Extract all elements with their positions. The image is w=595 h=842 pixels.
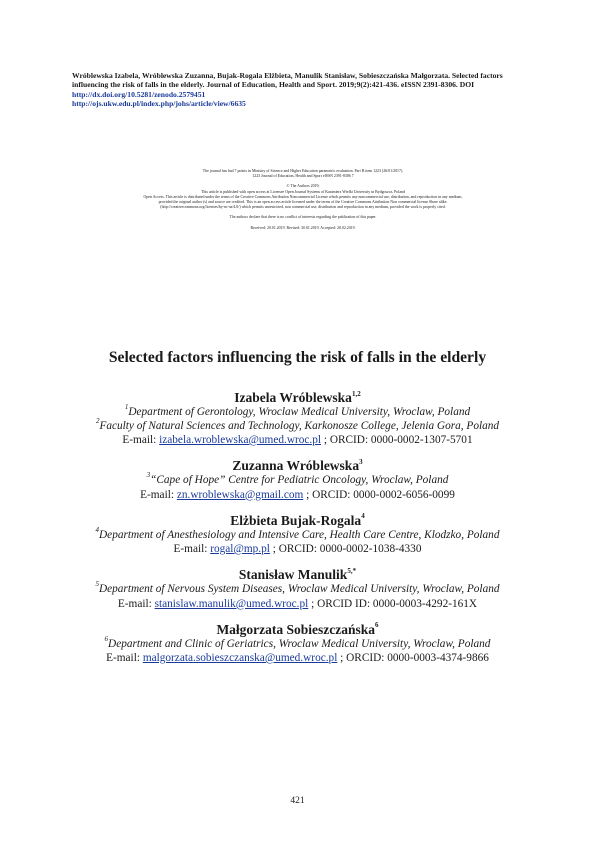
- author-contact: E-mail: zn.wroblewska@gmail.com ; ORCID: 0000-0002-6056-0099: [140, 488, 455, 501]
- author-name: Stanisław Manulik$^{5,*}$: [238, 566, 357, 582]
- author-contact: E-mail: izabela.wroblewska@umed.wroc.pl ; ORCID: 0000-0002-1307-5701: [122, 434, 473, 446]
- author-name: Elżbieta Bujak-Rogala$^4$: [230, 512, 365, 528]
- paper-title: Selected factors influencing the risk of falls in the elderly: [108, 349, 487, 366]
- notice-line: The journal has had 7 points in Ministry of Science and Higher Education parametric evaluation. Part B item 1223 (26/01/2017).: [202, 169, 404, 173]
- author-name: Izabela Wróblewska$^{1,2}$: [234, 389, 361, 405]
- author-name: Małgorzata Sobieszczańska$^6$: [216, 621, 379, 637]
- author-block: [40, 458, 555, 502]
- email-link[interactable]: malgorzata.sobieszczanska@umed.wroc.pl: [142, 652, 338, 664]
- affiliation: $^2$Faculty of Natural Sciences and Technology, Karkonosze College, Jelenia Gora, Poland: [95, 416, 500, 432]
- journal-notice: [78, 169, 528, 231]
- citation-block: [72, 71, 532, 109]
- email-link[interactable]: stanislaw.manulik@umed.wroc.pl: [154, 597, 309, 610]
- notice-line: Open Access. This article is distributed under the terms of the Creative Commons Attribution Noncommercial License which permits any noncommercial use, distribution, and reproduction in any medium,: [143, 194, 463, 199]
- affiliation: $^6$Department and Clinic of Geriatrics, Wroclaw Medical University, Wroclaw, Poland: [104, 634, 491, 650]
- author-name: Zuzanna Wróblewska$^3$: [232, 457, 363, 473]
- author-block: [40, 390, 555, 447]
- author-contact: E-mail: malgorzata.sobieszczanska@umed.wroc.pl ; ORCID: 0000-0003-4374-9866: [106, 652, 489, 664]
- author-contact: E-mail: stanislaw.manulik@umed.wroc.pl ; ORCID ID: 0000-0003-4292-161X: [117, 597, 478, 610]
- email-link[interactable]: rogal@mp.pl: [210, 543, 270, 555]
- doi-link[interactable]: http://dx.doi.org/10.5281/zenodo.2579451: [72, 89, 206, 99]
- affiliation: $^5$Department of Nervous System Diseases, Wroclaw Medical University, Wroclaw, Poland: [95, 580, 500, 595]
- article-link[interactable]: http://ojs.ukw.edu.pl/index.php/johs/article/view/6635: [72, 99, 246, 109]
- received-dates: Received: 20.01.2019. Revised: 30.01.2019. Accepted: 28.02.2019.: [250, 225, 356, 230]
- notice-line: The authors declare that there is no conflict of interests regarding the publication of this paper.: [229, 215, 377, 220]
- citation-text: Wróblewska Izabela, Wróblewska Zuzanna, Bujak-Rogala Elżbieta, Manulik Stanisław, Sobieszczańska Małgorzata. Selected factors influencing the risk of falls in the elderly. Journal of Education, Health and Sport. 2019;9(2):421-436. eISSN 2391-8306. DOI: [72, 71, 503, 90]
- notice-line: (http://creativecommons.org/licenses/by-nc-sa/4.0/) which permits unrestricted, non commercial use, distribution and reproduction in any medium, provided the work is properly cited.: [160, 205, 446, 210]
- affiliation: $^4$Department of Anesthesiology and Intensive Care, Health Care Centre, Klodzko, Poland: [95, 525, 500, 541]
- email-link[interactable]: izabela.wroblewska@umed.wroc.pl: [159, 434, 322, 446]
- notice-line: provided the original author (s) and source are credited. This is an open access article licensed under the terms of the Creative Commons Attribution Non commercial license Share alike.: [158, 200, 448, 205]
- notice-line: This article is published with open access at Licensee Open Journal Systems of Kazimierz Wielki University in Bydgoszcz, Poland: [201, 189, 405, 194]
- notice-line: 1223 Journal of Education, Health and Sport eISSN 2391-8306 7: [252, 174, 354, 179]
- author-block: [40, 513, 555, 557]
- notice-line: © The Authors 2019;: [286, 184, 320, 189]
- author-block: [40, 622, 555, 666]
- affiliation: $^1$Department of Gerontology, Wroclaw Medical University, Wroclaw, Poland: [124, 403, 471, 418]
- author-block: [40, 567, 555, 611]
- email-link[interactable]: zn.wroblewska@gmail.com: [176, 488, 304, 501]
- author-list: [40, 390, 555, 676]
- author-contact: E-mail: rogal@mp.pl ; ORCID: 0000-0002-1038-4330: [173, 543, 422, 555]
- page-number: 421: [290, 796, 305, 806]
- affiliation: $^3$“Cape of Hope” Centre for Pediatric Oncology, Wroclaw, Poland: [146, 471, 449, 486]
